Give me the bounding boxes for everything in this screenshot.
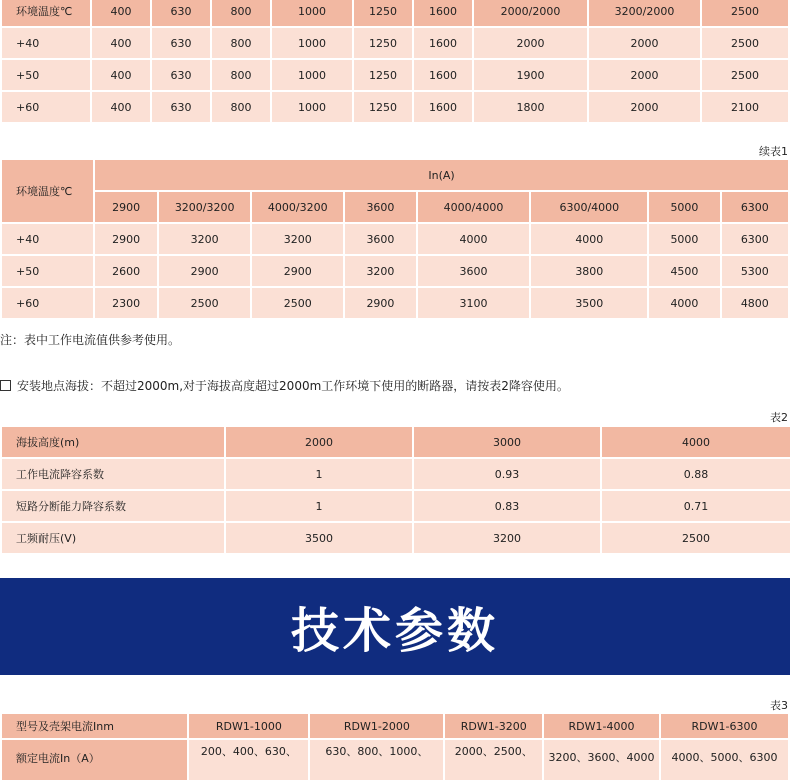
value-cell: 400 bbox=[92, 60, 150, 90]
section-banner bbox=[0, 578, 790, 675]
temp-cell: +60 bbox=[2, 288, 93, 318]
value-cell: 800 bbox=[212, 28, 270, 58]
value-cell: 2900 bbox=[345, 288, 415, 318]
header-cell: 2000 bbox=[226, 427, 412, 457]
value-cell: 3600 bbox=[418, 256, 530, 286]
value-cell: 0.93 bbox=[414, 459, 600, 489]
table-row bbox=[2, 28, 788, 58]
value-cell: 4000 bbox=[418, 224, 530, 254]
row-label-cell: 短路分断能力降容系数 bbox=[2, 491, 224, 521]
value-cell: 800 bbox=[212, 60, 270, 90]
table-row bbox=[2, 459, 790, 489]
value-cell: 2000、2500、 bbox=[445, 740, 542, 780]
value-cell: 3100 bbox=[418, 288, 530, 318]
table-row bbox=[2, 491, 790, 521]
value-cell: 1600 bbox=[414, 92, 472, 122]
header-cell: RDW1-6300 bbox=[661, 714, 788, 738]
value-cell: 4500 bbox=[649, 256, 719, 286]
value-cell: 5000 bbox=[649, 224, 719, 254]
value-cell: 3500 bbox=[531, 288, 647, 318]
value-cell: 2100 bbox=[702, 92, 788, 122]
header-cell: 3200/3200 bbox=[159, 192, 250, 222]
header-cell: 5000 bbox=[649, 192, 719, 222]
temperature-table-1-continued bbox=[0, 158, 790, 320]
technical-parameters-table bbox=[0, 712, 790, 782]
header-cell: 环境温度℃ bbox=[2, 0, 90, 26]
temp-cell: +40 bbox=[2, 224, 93, 254]
header-cell: 630 bbox=[152, 0, 210, 26]
header-cell: 3600 bbox=[345, 192, 415, 222]
header-cell: RDW1-1000 bbox=[189, 714, 308, 738]
value-cell: 0.83 bbox=[414, 491, 600, 521]
temp-cell: +60 bbox=[2, 92, 90, 122]
temp-cell: +50 bbox=[2, 256, 93, 286]
value-cell: 2000 bbox=[589, 92, 700, 122]
value-cell: 2000 bbox=[474, 28, 587, 58]
header-cell: 6300 bbox=[722, 192, 788, 222]
header-cell: 4000/4000 bbox=[418, 192, 530, 222]
header-cell: 1000 bbox=[272, 0, 352, 26]
value-cell: 0.71 bbox=[602, 491, 790, 521]
header-cell: 1250 bbox=[354, 0, 412, 26]
value-cell: 3200 bbox=[252, 224, 343, 254]
value-cell: 3800 bbox=[531, 256, 647, 286]
value-cell: 1000 bbox=[272, 28, 352, 58]
value-cell: 2500 bbox=[602, 523, 790, 553]
value-cell: 2900 bbox=[159, 256, 250, 286]
value-cell: 3600 bbox=[345, 224, 415, 254]
value-cell: 4000 bbox=[649, 288, 719, 318]
header-cell: 4000/3200 bbox=[252, 192, 343, 222]
value-cell: 400 bbox=[92, 92, 150, 122]
value-cell: 2500 bbox=[252, 288, 343, 318]
value-cell: 800 bbox=[212, 92, 270, 122]
value-cell: 6300 bbox=[722, 224, 788, 254]
header-cell: 800 bbox=[212, 0, 270, 26]
table-row bbox=[2, 523, 790, 553]
value-cell: 4800 bbox=[722, 288, 788, 318]
table-row bbox=[2, 224, 788, 254]
checkbox-icon bbox=[0, 380, 11, 391]
value-cell: 3200 bbox=[345, 256, 415, 286]
value-cell: 630、800、1000、 bbox=[310, 740, 443, 780]
header-cell: RDW1-3200 bbox=[445, 714, 542, 738]
value-cell: 2900 bbox=[252, 256, 343, 286]
row-label-cell: 工作电流降容系数 bbox=[2, 459, 224, 489]
table-row bbox=[2, 256, 788, 286]
value-cell: 3200、3600、4000 bbox=[544, 740, 659, 780]
note-text: 注：表中工作电流值供参考使用。 bbox=[0, 333, 181, 347]
value-cell: 3500 bbox=[226, 523, 412, 553]
value-cell: 2600 bbox=[95, 256, 157, 286]
header-cell: 400 bbox=[92, 0, 150, 26]
value-cell: 1000 bbox=[272, 60, 352, 90]
value-cell: 1250 bbox=[354, 60, 412, 90]
value-cell: 1 bbox=[226, 459, 412, 489]
header-cell: 4000 bbox=[602, 427, 790, 457]
temp-cell: +40 bbox=[2, 28, 90, 58]
header-cell: 3000 bbox=[414, 427, 600, 457]
table-caption: 续表1 bbox=[759, 145, 788, 158]
value-cell: 5300 bbox=[722, 256, 788, 286]
value-cell: 1250 bbox=[354, 92, 412, 122]
value-cell: 4000、5000、6300 bbox=[661, 740, 788, 780]
value-cell: 3200 bbox=[414, 523, 600, 553]
value-cell: 1600 bbox=[414, 28, 472, 58]
value-cell: 1 bbox=[226, 491, 412, 521]
temp-cell: +50 bbox=[2, 60, 90, 90]
header-cell: 3200/2000 bbox=[589, 0, 700, 26]
value-cell: 2000 bbox=[589, 60, 700, 90]
header-cell: RDW1-2000 bbox=[310, 714, 443, 738]
header-cell: 2000/2000 bbox=[474, 0, 587, 26]
header-cell: 海拔高度(m) bbox=[2, 427, 224, 457]
value-cell: 4000 bbox=[531, 224, 647, 254]
table-row bbox=[2, 92, 788, 122]
row-label-cell: 额定电流In（A） bbox=[2, 740, 187, 780]
value-cell: 1800 bbox=[474, 92, 587, 122]
table-caption: 表3 bbox=[770, 699, 788, 712]
row-label-cell: 工频耐压(V) bbox=[2, 523, 224, 553]
altitude-derating-table bbox=[0, 425, 790, 555]
value-cell: 2900 bbox=[95, 224, 157, 254]
altitude-note-text: 安装地点海拔：不超过2000m,对于海拔高度超过2000m工作环境下使用的断路器，请按表2降容使用。 bbox=[17, 379, 569, 393]
table-row bbox=[2, 288, 788, 318]
value-cell: 2500 bbox=[702, 60, 788, 90]
section-title: 技术参数 bbox=[290, 603, 499, 659]
value-cell: 0.88 bbox=[602, 459, 790, 489]
value-cell: 2500 bbox=[159, 288, 250, 318]
header-cell: RDW1-4000 bbox=[544, 714, 659, 738]
value-cell: 1250 bbox=[354, 28, 412, 58]
table-caption: 表2 bbox=[770, 411, 788, 424]
header-cell: 型号及壳架电流Inm bbox=[2, 714, 187, 738]
value-cell: 1000 bbox=[272, 92, 352, 122]
value-cell: 3200 bbox=[159, 224, 250, 254]
value-cell: 200、400、630、 bbox=[189, 740, 308, 780]
value-cell: 2500 bbox=[702, 28, 788, 58]
header-cell: 2500 bbox=[702, 0, 788, 26]
value-cell: 1900 bbox=[474, 60, 587, 90]
table-row bbox=[2, 60, 788, 90]
value-cell: 2300 bbox=[95, 288, 157, 318]
value-cell: 630 bbox=[152, 28, 210, 58]
group-header-cell: In(A) bbox=[95, 160, 788, 190]
table-row bbox=[2, 740, 788, 780]
value-cell: 2000 bbox=[589, 28, 700, 58]
header-cell: 2900 bbox=[95, 192, 157, 222]
temperature-table-1 bbox=[0, 0, 790, 124]
altitude-note bbox=[0, 377, 569, 394]
value-cell: 400 bbox=[92, 28, 150, 58]
value-cell: 630 bbox=[152, 92, 210, 122]
value-cell: 630 bbox=[152, 60, 210, 90]
value-cell: 1600 bbox=[414, 60, 472, 90]
header-cell: 环境温度℃ bbox=[2, 160, 93, 222]
header-cell: 1600 bbox=[414, 0, 472, 26]
header-cell: 6300/4000 bbox=[531, 192, 647, 222]
